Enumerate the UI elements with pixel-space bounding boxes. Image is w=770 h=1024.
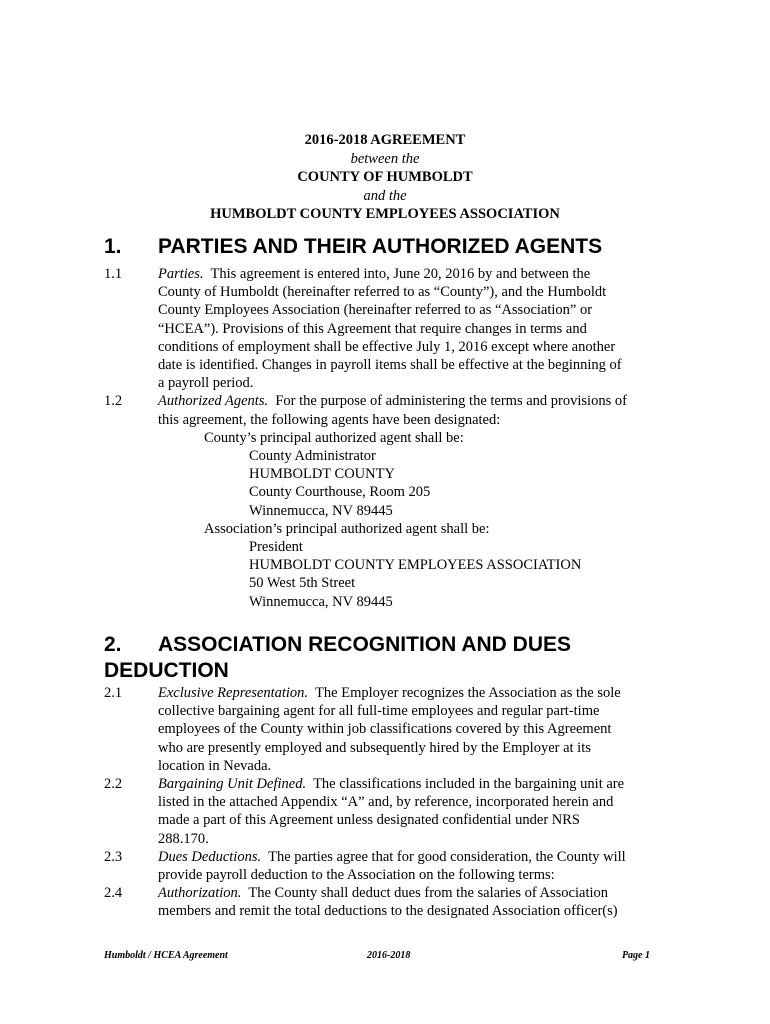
section-1-number: 1. <box>104 235 122 258</box>
text-line: location in Nevada. <box>158 757 272 774</box>
section-2-heading <box>104 632 704 684</box>
section-2-body <box>104 684 664 921</box>
text-line: County Employees Association (hereinafter referred to as “Association” or <box>158 302 593 319</box>
paragraph-number: 1.2 <box>104 393 123 410</box>
text-line: collective bargaining agent for all full-time employees and regular part-time <box>158 703 600 720</box>
text-line: The County shall deduct dues from the salaries of Association <box>248 885 608 902</box>
paragraph-label: Authorization. <box>158 885 242 902</box>
paragraph-2-4 <box>104 884 664 920</box>
title-line-between: between the <box>350 150 420 167</box>
title-line-and: and the <box>363 187 407 204</box>
paragraph-1-1 <box>104 265 664 392</box>
section-2-title-line-2: DEDUCTION <box>104 659 229 682</box>
association-agent-intro: Association’s principal authorized agent shall be: <box>204 520 490 537</box>
paragraph-label: Bargaining Unit Defined. <box>158 776 307 793</box>
text-line: who are presently employed and subsequently hired by the Employer at its <box>158 739 591 756</box>
text-line: a payroll period. <box>158 375 254 392</box>
title-line-association: HUMBOLDT COUNTY EMPLOYEES ASSOCIATION <box>210 206 560 223</box>
text-line: “HCEA”). Provisions of this Agreement that require changes in terms and <box>158 320 587 337</box>
association-agent-line: President <box>249 539 303 556</box>
text-line: made a part of this Agreement unless designated confidential under NRS <box>158 812 581 829</box>
text-line: 288.170. <box>158 830 209 847</box>
footer-term: 2016-2018 <box>367 950 411 961</box>
paragraph-label: Parties. <box>158 266 204 282</box>
section-1-title: PARTIES AND THEIR AUTHORIZED AGENTS <box>158 235 603 258</box>
text-line: The parties agree that for good consideration, the County will <box>268 848 626 865</box>
text-line: listed in the attached Appendix “A” and, by reference, incorporated herein and <box>158 794 614 811</box>
title-line-county: COUNTY OF HUMBOLDT <box>297 169 473 186</box>
section-2-number: 2. <box>104 633 122 656</box>
paragraph-number: 2.3 <box>104 848 123 865</box>
text-line: employees of the County within job classifications covered by this Agreement <box>158 721 612 738</box>
text-line: For the purpose of administering the terms and provisions of <box>275 393 627 410</box>
paragraph-2-1 <box>104 684 664 775</box>
paragraph-label: Exclusive Representation. <box>158 685 309 701</box>
paragraph-label: Authorized Agents. <box>158 393 269 410</box>
text-line: members and remit the total deductions to the designated Association officer(s) <box>158 903 618 920</box>
page-footer <box>104 950 650 964</box>
title-line-agreement: 2016-2018 AGREEMENT <box>304 132 466 148</box>
paragraph-number: 2.2 <box>104 776 123 793</box>
text-line: provide payroll deduction to the Association on the following terms: <box>158 867 555 884</box>
footer-document-name: Humboldt / HCEA Agreement <box>104 950 228 961</box>
text-line: this agreement, the following agents have been designated: <box>158 411 501 428</box>
paragraph-2-2 <box>104 775 664 848</box>
county-agent-line: HUMBOLDT COUNTY <box>249 466 395 483</box>
paragraph-number: 2.4 <box>104 885 123 902</box>
text-line: County of Humboldt (hereinafter referred to as “County”), and the Humboldt <box>158 284 607 301</box>
paragraph-number: 1.1 <box>104 266 123 282</box>
section-1-body <box>104 265 664 611</box>
paragraph-1-2 <box>104 392 664 610</box>
county-agent-line: County Administrator <box>249 448 376 465</box>
association-agent-line: 50 West 5th Street <box>249 575 356 592</box>
paragraph-number: 2.1 <box>104 685 123 701</box>
agreement-title-block <box>0 131 770 224</box>
association-agent-line: Winnemucca, NV 89445 <box>249 593 393 610</box>
footer-page-number: Page 1 <box>621 950 650 961</box>
text-line: date is identified. Changes in payroll items shall be effective at the beginning of <box>158 357 622 374</box>
county-agent-line: Winnemucca, NV 89445 <box>249 502 393 519</box>
text-line: The Employer recognizes the Association as the sole <box>315 685 621 701</box>
county-agent-intro: County’s principal authorized agent shall be: <box>204 429 464 446</box>
county-agent-line: County Courthouse, Room 205 <box>249 484 431 501</box>
section-2-title-line-1: ASSOCIATION RECOGNITION AND DUES <box>158 633 572 656</box>
section-1-heading <box>104 234 704 260</box>
paragraph-label: Dues Deductions. <box>158 848 262 865</box>
paragraph-2-3 <box>104 848 664 884</box>
text-line: This agreement is entered into, June 20, 2016 by and between the <box>210 266 591 282</box>
association-agent-line: HUMBOLDT COUNTY EMPLOYEES ASSOCIATION <box>249 557 582 574</box>
text-line: The classifications included in the bargaining unit are <box>313 776 625 793</box>
text-line: conditions of employment shall be effective July 1, 2016 except where another <box>158 338 616 355</box>
